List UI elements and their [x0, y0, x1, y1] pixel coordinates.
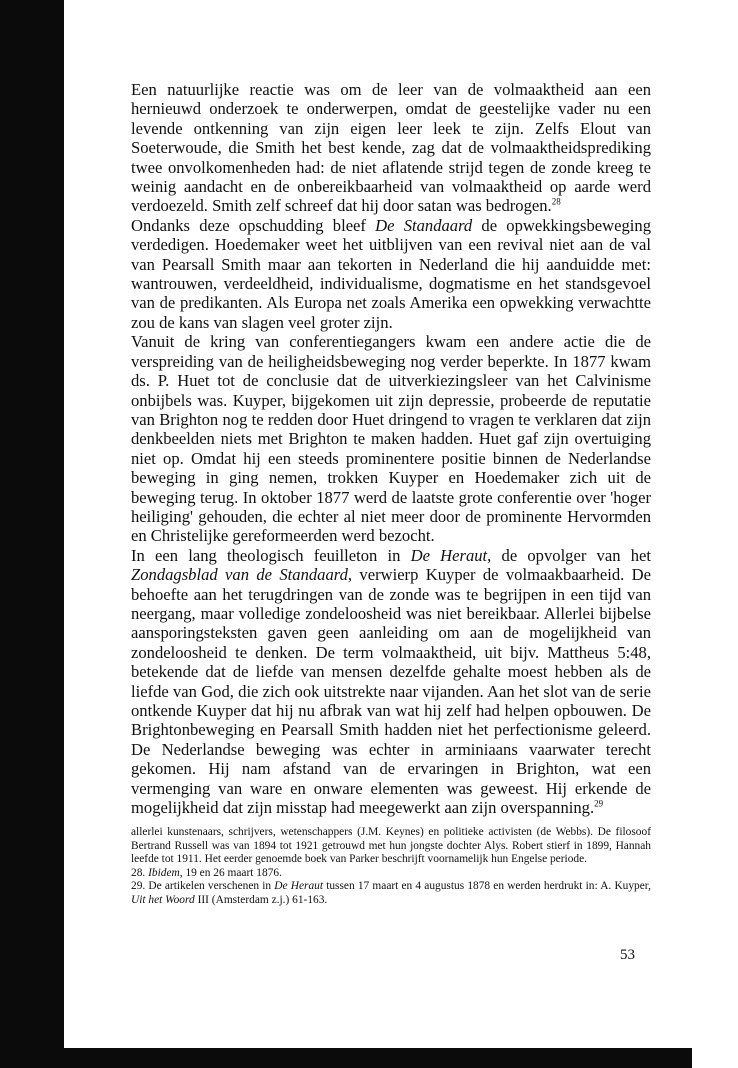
- title-de-heraut: De Heraut: [410, 545, 488, 565]
- paragraph-2-post: de opwekkingsbeweging verdedigen. Hoedemaker weet het uitblijven van een revival niet aan de val van Pearsall Smith maar aan tekorten in Nederland die hij aanduidde met: wantrouwen, verdeeldheid, individualisme, dogmatisme en het standsgevoel van de predikanten. Als Europa net zoals Amerika een opwekking verwachtte zou de kans van slagen veel groter zijn.: [131, 215, 652, 332]
- footnotes: [131, 826, 651, 908]
- paragraph-2-pre: Ondanks deze opschudding bleef: [131, 215, 376, 235]
- scan-bottom-border: [64, 1048, 692, 1068]
- footnote-28-number: 28.: [131, 866, 146, 879]
- footnote-28: [131, 867, 651, 881]
- paragraph-1-text: Een natuurlijke reactie was om de leer van de volmaaktheid aan een hernieuwd onderzoek te onderwerpen, omdat de geestelijke vader nu een levende ontkenning van zijn eigen leer leek te zijn. Zelfs Elout van Soeterwoude, die Smith het best kende, zag dat de volmaaktheidsprediking twee onvolkomenheden had: de niet aflatende strijd tegen de zonde kreeg te weinig aandacht en de onbereikbaarheid van volmaaktheid op aarde werd verdoezeld. Smith zelf schreef dat hij door satan was bedrogen.: [131, 80, 651, 216]
- scan-left-border: [0, 0, 64, 1068]
- title-de-standaard: De Standaard: [375, 215, 473, 235]
- footnote-29-title2: Uit het Woord: [131, 893, 195, 906]
- body-text: [131, 80, 651, 817]
- page-number: 53: [620, 947, 635, 963]
- footnote-29-b: tussen 17 maart en 4 augustus 1878 en werden herdrukt in: A. Kuyper,: [323, 880, 651, 893]
- paragraph-3-text: Vanuit de kring van conferentiegangers kwam een andere actie die de verspreiding van de heiligheidsbeweging nog verder beperkte. In 1877 kwam ds. P. Huet tot de conclusie dat de uitverkiezingsleer van het Calvinisme onbijbels was. Kuyper, bijgekomen uit zijn depressie, probeerde de reputatie van Brighton nog te redden door Huet dringend to vragen te verklaren dat zijn denkbeelden niets met Brighton te maken hadden. Huet gaf zijn overtuiging niet op. Omdat hij een steeds prominentere positie binnen de Nederlandse beweging in ging nemen, trokken Kuyper en Hoedemaker zich uit de beweging terug. In oktober 1877 werd de laatste grote conferentie over 'hoger heiliging' gehouden, die echter al niet meer door de prominente Hervormden en Christelijke gereformeerden werd bezocht.: [131, 332, 651, 546]
- footnote-continued: allerlei kunstenaars, schrijvers, wetenschappers (J.M. Keynes) en politieke activisten (de Webbs). De filosoof Bertrand Russell was van 1894 tot 1921 getrouwd met hun jongste dochter Alys. Robert stierf in 1899, Hannah leefde tot 1911. Het eerder genoemde boek van Parker beschrijft voornamelijk hun Engelse periode.: [131, 826, 651, 866]
- footnote-ref-28: 28: [551, 196, 561, 207]
- paragraph-4-post: , verwierp Kuyper de volmaakbaarheid. De behoefte aan het terugdringen van de zonde was te begrijpen in een tijd van neergang, maar volledige zondeloosheid was niet bereikbaar. Allerlei bijbelse aansporingsteksten gaven geen aanleiding om aan de mogelijkheid van zondeloosheid te denken. De term volmaaktheid, uit bijv. Mattheus 5:48, betekende dat de liefde van mensen dezelfde gehalte moest hebben als de liefde van God, die zich ook uitstrekte naar vijanden. Aan het slot van de serie ontkende Kuyper dat hij nu afbrak van wat hij zelf had helpen opbouwen. De Brightonbeweging en Pearsall Smith hadden niet het perfectionisme geleerd. De Nederlandse beweging was echter in arminiaans vaarwater terecht gekomen. Hij nam afstand van de ervaringen in Brighton, wat een vermenging van ware en onware elementen was geweest. Hij erkende de mogelijkheid dat zijn misstap had meegewerkt aan zijn overspanning.: [131, 565, 651, 818]
- paragraph-2: [131, 216, 651, 332]
- paragraph-4-pre: In een lang theologisch feuilleton in: [131, 545, 411, 565]
- footnote-28-ibidem: Ibidem: [148, 866, 180, 879]
- paragraph-4: [131, 546, 651, 818]
- footnote-29-a: 29. De artikelen verschenen in: [131, 880, 275, 893]
- paragraph-4-mid: , de opvolger van het: [487, 545, 651, 565]
- paragraph-1: [131, 80, 651, 216]
- footnote-28-rest: , 19 en 26 maart 1876.: [179, 866, 282, 879]
- footnote-29-c: III (Amsterdam z.j.) 61-163.: [194, 893, 328, 906]
- title-zondagsblad: Zondagsblad van de Standaard: [131, 565, 348, 585]
- footnote-29-title1: De Heraut: [274, 880, 324, 893]
- footnote-ref-29: 29: [594, 798, 604, 809]
- footnote-29: [131, 880, 651, 907]
- paragraph-3: [131, 332, 651, 545]
